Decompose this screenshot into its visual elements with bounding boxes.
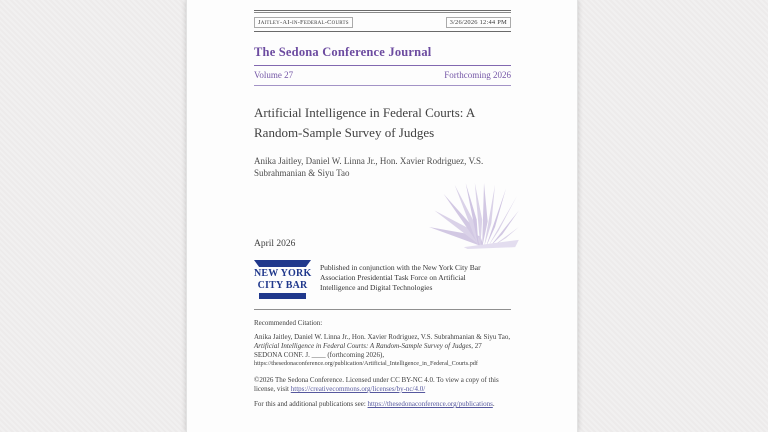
- running-header: [254, 17, 511, 28]
- publications-text: For this and additional publications see:: [254, 400, 368, 408]
- running-head-label: Jaitley-AI-in-Federal-Courts: [254, 17, 353, 28]
- license-statement: ©2026 The Sedona Conference. Licensed under CC BY-NC 4.0. To view a copy of this license, visit: [254, 376, 499, 393]
- license-text: [254, 376, 511, 394]
- publication-date: April 2026: [254, 239, 296, 249]
- citation-authors: Anika Jaitley, Daniel W. Linna Jr., Hon. Xavier Rodriguez, V.S. Subrahmanian & Siyu Tao,: [254, 333, 511, 341]
- creative-commons-link[interactable]: https://creativecommons.org/licenses/by-nc/4.0/: [290, 385, 426, 393]
- publisher-block: [254, 260, 511, 299]
- nyc-bar-logo-bottom-bar: [259, 293, 307, 299]
- publisher-note: Published in conjunction with the New York City Bar Association Presidential Task Force on Artificial Intelligence and Digital Technologies: [320, 263, 481, 292]
- citation-url: https://thesedonaconference.org/publication/Artificial_Intelligence_in_Federal_Courts.pdf: [254, 360, 478, 367]
- document-page: [186, 0, 578, 432]
- article-authors: Anika Jaitley, Daniel W. Linna Jr., Hon. Xavier Rodriguez, V.S. Subrahmanian & Siyu Tao: [254, 156, 484, 178]
- publications-line: [254, 400, 511, 409]
- publications-link[interactable]: https://thesedonaconference.org/publications: [367, 400, 493, 408]
- volume-label: Volume 27: [254, 70, 294, 80]
- forthcoming-label: Forthcoming 2026: [444, 70, 511, 80]
- header-top-rule: [254, 10, 511, 13]
- citation-text: [254, 333, 511, 360]
- nyc-bar-logo: [254, 260, 311, 299]
- nyc-bar-logo-top-bar: [254, 260, 311, 267]
- header-datetime: 3/26/2026 12:44 PM: [446, 17, 511, 28]
- masthead-rule-bottom: [254, 85, 511, 86]
- citation-heading: Recommended Citation:: [254, 319, 323, 327]
- journal-title: The Sedona Conference Journal: [254, 45, 432, 59]
- article-title: Artificial Intelligence in Federal Courts: A Random-Sample Survey of Judges: [254, 105, 475, 140]
- nyc-bar-logo-line1: NEW YORK: [254, 268, 312, 279]
- citation-article-title: Artificial Intelligence in Federal Courts: A Random-Sample Survey of Judges: [254, 342, 472, 350]
- volume-row: [254, 66, 511, 85]
- nyc-bar-logo-line2: CITY BAR: [257, 279, 308, 291]
- citation-divider-rule: [254, 309, 511, 310]
- header-bottom-rule: [254, 31, 511, 32]
- publications-period: .: [492, 400, 495, 408]
- citation-reference: , 27 SEDONA CONF. J. ____ (forthcoming 2026),: [254, 342, 482, 359]
